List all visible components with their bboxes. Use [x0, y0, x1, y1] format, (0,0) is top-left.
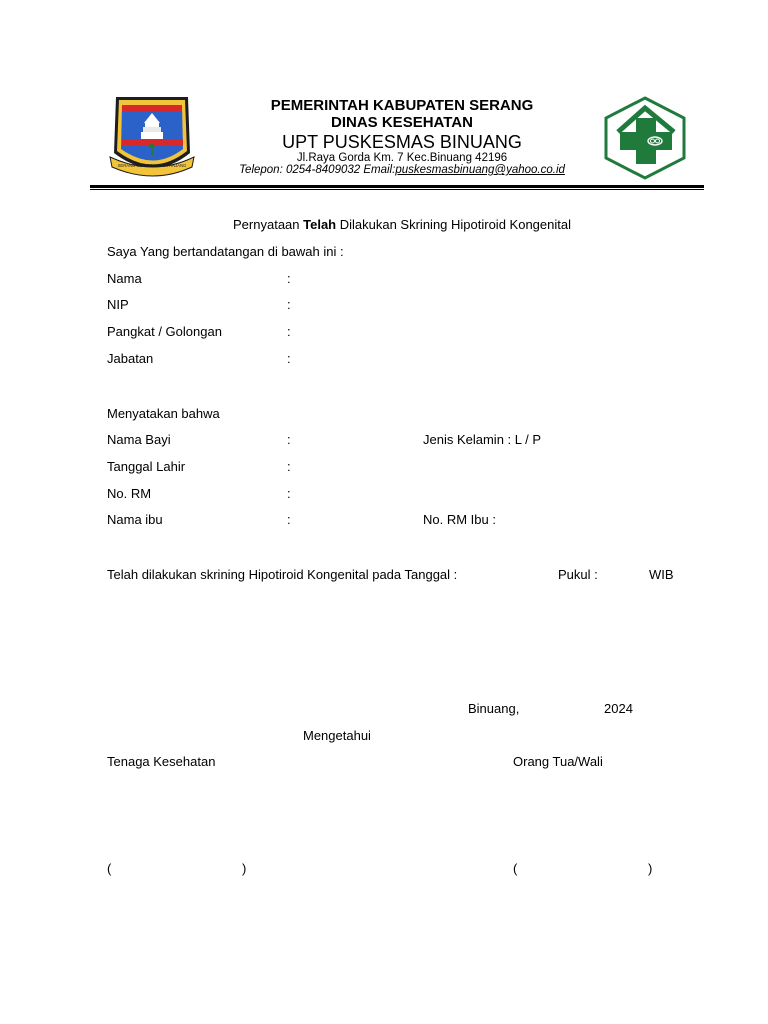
header-phone: Telepon: 0254-8409032 Email:: [239, 164, 396, 176]
field-colon: :: [287, 271, 291, 286]
place-text: Binuang,: [468, 701, 520, 716]
signature-close-right: ): [648, 861, 653, 876]
title-pre: Pernyataan: [233, 217, 304, 232]
field-colon: :: [287, 486, 291, 501]
field-label-no-rm: No. RM: [107, 486, 152, 501]
screening-time-label: Pukul :: [558, 567, 598, 582]
header-department: DINAS KESEHATAN: [331, 114, 473, 131]
field-no-rm-ibu: No. RM Ibu :: [423, 512, 496, 527]
document-title: [0, 217, 768, 232]
field-label-tanggal-lahir: Tanggal Lahir: [107, 459, 186, 474]
year-text: 2024: [604, 701, 633, 716]
field-colon: :: [287, 351, 291, 366]
header-address: Jl.Raya Gorda Km. 7 Kec.Binuang 42196: [296, 152, 508, 164]
intro-text: Saya Yang bertandatangan di bawah ini :: [107, 244, 344, 259]
header-government: PEMERINTAH KABUPATEN SERANG: [270, 97, 534, 114]
signer-role-left: Tenaga Kesehatan: [107, 754, 216, 769]
header-divider-thick: [90, 185, 704, 188]
field-colon: :: [287, 459, 291, 474]
field-colon: :: [287, 297, 291, 312]
header-email-link[interactable]: puskesmasbinuang@yahoo.co.id: [395, 164, 565, 176]
field-colon: :: [287, 512, 291, 527]
title-bold: Telah: [303, 217, 337, 232]
statement-text: Menyatakan bahwa: [107, 406, 220, 421]
field-jenis-kelamin: Jenis Kelamin : L / P: [423, 432, 542, 447]
header-institution: UPT PUSKESMAS BINUANG: [282, 132, 522, 152]
signature-open-left: (: [107, 861, 112, 876]
field-label-nama-ibu: Nama ibu: [107, 512, 163, 527]
signature-close-left: ): [242, 861, 247, 876]
field-label-pangkat: Pangkat / Golongan: [107, 324, 222, 339]
title-post: Dilakukan Skrining Hipotiroid Kongenital: [336, 217, 571, 232]
field-label-nip: NIP: [107, 297, 129, 312]
screening-date-text: Telah dilakukan skrining Hipotiroid Kongenital pada Tanggal :: [107, 567, 458, 582]
signer-role-right: Orang Tua/Wali: [513, 754, 603, 769]
emblem-ribbon-text: SERANG SEPANJANG DIPANJANG: [117, 163, 187, 168]
screening-timezone: WIB: [649, 567, 674, 582]
field-label-jabatan: Jabatan: [107, 351, 154, 366]
acknowledge-text: Mengetahui: [303, 728, 371, 743]
header-divider-thin: [90, 189, 704, 190]
field-label-nama-bayi: Nama Bayi: [107, 432, 171, 447]
field-colon: :: [287, 324, 291, 339]
puskesmas-logo-icon: [604, 96, 686, 180]
signature-open-right: (: [513, 861, 518, 876]
field-label-nama: Nama: [107, 271, 142, 286]
field-colon: :: [287, 432, 291, 447]
